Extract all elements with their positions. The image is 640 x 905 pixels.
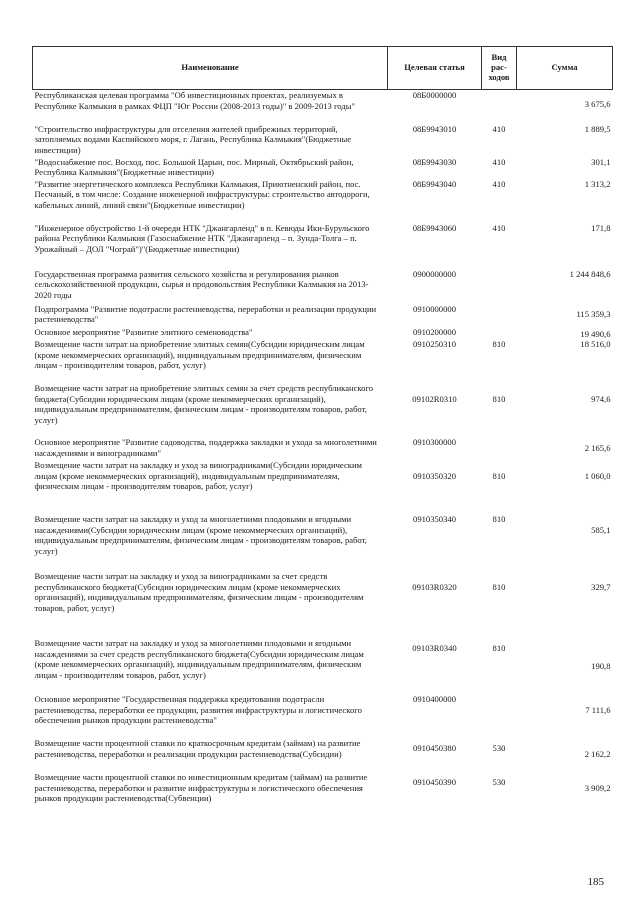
table-row	[33, 124, 613, 157]
row-name: Основное мероприятие "Развитие элитного семеноводства"	[34, 326, 253, 337]
row-name: Возмещение части затрат на закладку и уход за виноградниками за счет средств республиканского бюджета(Субсидии юридическим лицам (кроме некоммерческих организаций), индивидуальным предпринимателям, физическим лицам - производителям товаров, работ, услуг)	[34, 571, 364, 613]
row-code: 0910250310	[413, 339, 456, 350]
row-name: "Водоснабжение пос. Восход, пос. Большой Царын, пос. Мирный, Октябрьский район, Республика Калмыкия"(Бюджетные инвестиции)	[34, 156, 354, 178]
row-code: 09102R0310	[412, 394, 457, 405]
row-name: "Развитие энергетического комплекса Республики Калмыкия, Приютненский район, пос. Песчаный, в том числе: Создание инженерной инфраструктуры: строительство автодороги, кабельных линий, линий связи"(Бюджетные инвестиции)	[34, 178, 370, 210]
row-code: 08Б0000000	[412, 90, 457, 100]
table-row	[33, 157, 613, 179]
row-name: "Инженерное обустройство 1-й очереди НТК "Джангарленд" в п. Кевюды Ики-Бурульского района Республики Калмыкия (Газоснабжение НТК "Джангарленд – п. Зунда-Толга – п. Урожайный – ДОЛ "Чограй")"(Бюджетные инвестиции)	[34, 222, 370, 254]
row-vid: 530	[492, 743, 506, 754]
row-vid: 810	[492, 582, 506, 593]
table-row	[33, 738, 613, 772]
table-row	[33, 269, 613, 304]
row-vid	[482, 269, 517, 304]
row-sum: 115 359,3	[576, 308, 611, 319]
header-vid: Вид рас- ходов	[482, 47, 517, 90]
row-sum: 329,7	[591, 582, 611, 593]
row-vid: 810	[492, 339, 506, 350]
row-sum: 3 909,2	[584, 783, 611, 794]
budget-table	[32, 46, 613, 816]
row-code: 0910000000	[413, 303, 456, 314]
row-sum: 7 111,6	[585, 705, 611, 716]
row-sum: 585,1	[591, 525, 611, 536]
row-name: Государственная программа развития сельского хозяйства и регулирования рынков сельскохозяйственной продукции, сырья и продовольствия Республики Калмыкия на 2013-2020 годы	[34, 268, 369, 300]
table-row	[33, 383, 613, 437]
row-code: 08Б9943030	[412, 156, 457, 167]
row-sum: 3 675,6	[584, 99, 611, 109]
table-row	[33, 460, 613, 514]
table-row	[33, 223, 613, 269]
row-code: 0910200000	[413, 326, 456, 337]
row-vid: 810	[492, 514, 506, 525]
table-row	[33, 179, 613, 223]
row-name: Подпрограмма "Развитие подотрасли растениеводства, переработки и реализации продукции растениеводства"	[34, 303, 377, 325]
row-sum: 19 490,6	[580, 328, 611, 339]
row-name: Возмещение части затрат на закладку и уход за многолетними плодовыми и ягодными насаждениями(Субсидии юридическим лицам (кроме некоммерческих организаций), индивидуальным предпринимателям, физическим лицам - производителям товаров, работ, услуг)	[34, 514, 367, 556]
row-code: 0910450390	[413, 777, 456, 788]
row-sum: 18 516,0	[580, 339, 611, 350]
row-sum: 190,8	[591, 661, 611, 672]
row-code: 08Б9943040	[412, 178, 457, 189]
header-sum: Сумма	[517, 47, 613, 90]
row-name: Возмещение части затрат на закладку и уход за многолетними плодовыми и ягодными насаждениями за счет средств республиканского бюджета(Субсидии юридическим лицам (кроме некоммерческих организаций), индивидуальным предпринимателям, физическим лицам - производителям товаров, работ, услуг)	[34, 638, 364, 680]
table-row	[33, 638, 613, 694]
row-code: 08Б9943060	[412, 222, 457, 233]
row-name: Основное мероприятие "Развитие садоводства, поддержка закладки и ухода за многолетними насаждениями и виноградниками"	[34, 437, 377, 458]
row-vid	[482, 304, 517, 327]
row-sum: 171,8	[591, 222, 611, 233]
row-name: Республиканская целевая программа "Об инвестиционных проектах, реализуемых в Республике Калмыкия в рамках ФЦП "Юг России (2008-2013 годы)" в 2009-2013 годы"	[34, 90, 355, 111]
table-row	[33, 437, 613, 460]
row-vid: 810	[492, 394, 506, 405]
row-sum: 974,6	[591, 394, 611, 405]
table-row	[33, 327, 613, 340]
row-vid	[482, 694, 517, 738]
row-name: Возмещение части затрат на приобретение элитных семян за счет средств республиканского бюджета(Субсидии юридическим лицам (кроме некоммерческих организаций), индивидуальным предпринимателям, физическим лицам - производителям товаров, работ, услуг)	[34, 383, 374, 425]
row-code: 0910350320	[413, 471, 456, 482]
row-vid	[482, 437, 517, 460]
row-code: 08Б9943010	[412, 123, 457, 134]
row-code: 0910300000	[413, 437, 456, 448]
row-vid	[482, 327, 517, 340]
table-row	[33, 90, 613, 124]
row-name: Возмещение части процентной ставки по инвестиционным кредитам (займам) на развитие растениеводства, переработки и развитие инфраструктуры и логистического обеспечения рынков продукции растениеводства(Субвенции)	[34, 772, 368, 804]
row-sum: 2 165,6	[584, 443, 611, 454]
row-code: 0910450380	[413, 743, 456, 754]
row-sum: 301,1	[591, 156, 611, 167]
row-sum: 1 244 848,6	[569, 268, 611, 279]
table-header-row	[33, 47, 613, 90]
header-code: Целевая статья	[388, 47, 482, 90]
row-vid: 410	[492, 222, 506, 233]
row-code: 0910400000	[413, 694, 456, 705]
row-sum: 1 889,5	[584, 123, 611, 134]
header-name: Наименование	[33, 47, 388, 90]
table-row	[33, 772, 613, 816]
table-row	[33, 514, 613, 571]
row-name: "Строительство инфраструктуры для отселения жителей прибрежных территорий, затопляемых водами Каспийского моря, г. Лагань, Республика Калмыкия"(Бюджетные инвестиции)	[34, 123, 352, 155]
row-vid: 810	[492, 643, 506, 654]
budget-document	[32, 46, 612, 816]
table-row	[33, 694, 613, 738]
row-sum: 2 162,2	[584, 749, 611, 760]
row-code: 09103R0340	[412, 643, 457, 654]
row-code: 0900000000	[413, 268, 456, 279]
row-code: 09103R0320	[412, 582, 457, 593]
row-vid: 810	[492, 471, 506, 482]
row-vid: 530	[492, 777, 506, 788]
row-vid	[482, 90, 517, 124]
row-vid: 410	[492, 156, 506, 167]
page-number: 185	[587, 876, 604, 888]
row-vid: 410	[492, 123, 506, 134]
row-sum: 1 313,2	[584, 178, 611, 189]
row-sum: 1 060,0	[584, 471, 611, 482]
row-code: 0910350340	[413, 514, 456, 525]
row-name: Основное мероприятие "Государственная поддержка кредитования подотрасли растениеводства, переработки ее продукции, развития инфраструктуры и логистического обеспечения рынков продукции растениеводства"	[34, 694, 362, 726]
table-row	[33, 571, 613, 638]
table-row	[33, 304, 613, 327]
row-vid: 410	[492, 178, 506, 189]
row-name: Возмещение части процентной ставки по краткосрочным кредитам (займам) на развитие растениеводства, переработки и реализации продукции растениеводства(Субсидии)	[34, 738, 361, 759]
row-name: Возмещение части затрат на приобретение элитных семян(Субсидии юридическим лицам (кроме некоммерческих организаций), индивидуальным предпринимателям, физическим лицам - производителям товаров, работ, услуг)	[34, 339, 365, 371]
table-row	[33, 339, 613, 383]
row-name: Возмещение части затрат на закладку и уход за виноградниками(Субсидии юридическим лицам (кроме некоммерческих организаций), индивидуальным предпринимателям, физическим лицам - производителям товаров, работ, услуг)	[34, 460, 362, 492]
